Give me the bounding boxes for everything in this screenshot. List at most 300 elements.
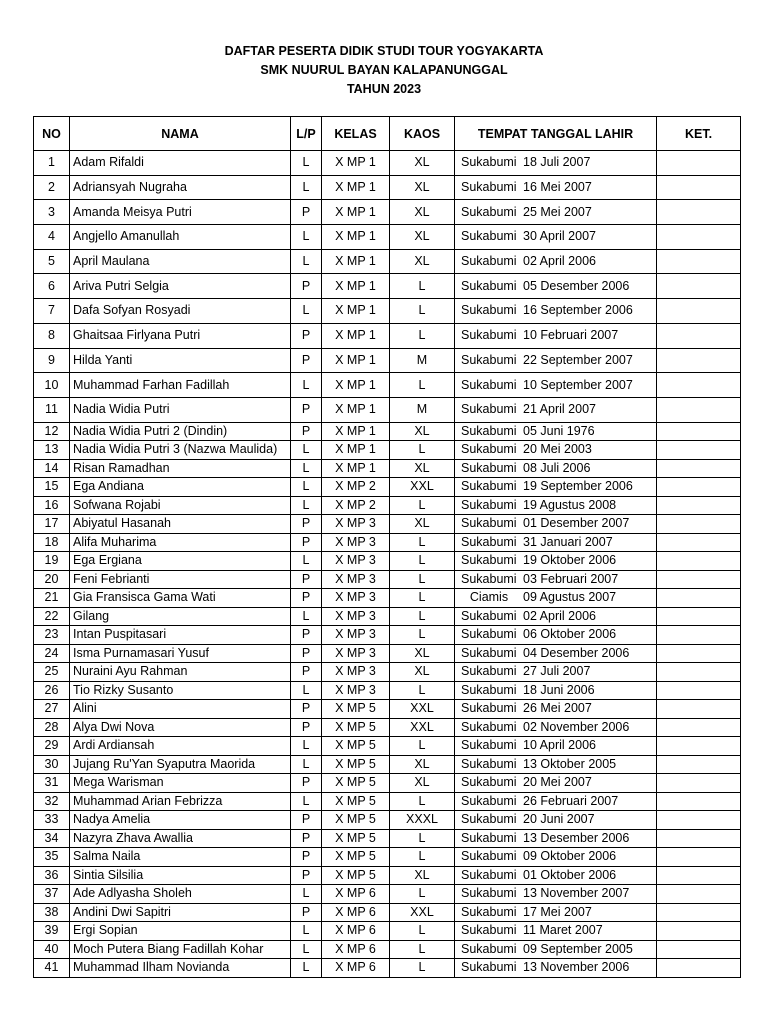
- cell-ttl: [455, 533, 657, 552]
- cell-kaos: XL: [390, 175, 455, 200]
- cell-tanggal: 31 Januari 2007: [523, 534, 613, 549]
- cell-ket: [657, 151, 741, 176]
- cell-tempat: Sukabumi: [461, 553, 517, 568]
- cell-lp: P: [291, 700, 322, 719]
- cell-tanggal: 19 September 2006: [523, 479, 633, 494]
- cell-nama: Nuraini Ayu Rahman: [70, 663, 291, 682]
- cell-no: 11: [34, 397, 70, 422]
- cell-tempat: Sukabumi: [461, 460, 517, 475]
- cell-tempat: Sukabumi: [461, 402, 517, 417]
- cell-tempat: Sukabumi: [461, 423, 517, 438]
- cell-no: 21: [34, 589, 70, 608]
- cell-tanggal: 26 Februari 2007: [523, 793, 619, 808]
- table-row: [34, 774, 741, 793]
- cell-nama: Muhammad Arian Febrizza: [70, 792, 291, 811]
- cell-lp: L: [291, 681, 322, 700]
- cell-lp: L: [291, 940, 322, 959]
- table-row: [34, 848, 741, 867]
- cell-ket: [657, 323, 741, 348]
- cell-ttl: [455, 552, 657, 571]
- cell-tempat: Sukabumi: [461, 867, 517, 882]
- cell-kaos: L: [390, 274, 455, 299]
- cell-ttl: [455, 848, 657, 867]
- cell-no: 33: [34, 811, 70, 830]
- cell-ttl: [455, 274, 657, 299]
- cell-tanggal: 20 Mei 2007: [523, 775, 592, 790]
- cell-nama: Jujang Ru'Yan Syaputra Maorida: [70, 755, 291, 774]
- table-row: [34, 496, 741, 515]
- cell-lp: L: [291, 496, 322, 515]
- cell-no: 34: [34, 829, 70, 848]
- table-row: [34, 737, 741, 756]
- cell-kelas: X MP 3: [322, 644, 390, 663]
- table-row: [34, 570, 741, 589]
- cell-ket: [657, 718, 741, 737]
- cell-ttl: [455, 323, 657, 348]
- table-row: [34, 663, 741, 682]
- cell-nama: Ade Adlyasha Sholeh: [70, 885, 291, 904]
- cell-kelas: X MP 3: [322, 626, 390, 645]
- cell-tanggal: 08 Juli 2006: [523, 460, 591, 475]
- table-row: [34, 792, 741, 811]
- cell-lp: P: [291, 903, 322, 922]
- cell-no: 36: [34, 866, 70, 885]
- table-row: [34, 200, 741, 225]
- cell-kaos: XL: [390, 755, 455, 774]
- cell-nama: Moch Putera Biang Fadillah Kohar: [70, 940, 291, 959]
- cell-nama: Nadia Widia Putri 3 (Nazwa Maulida): [70, 441, 291, 460]
- cell-kelas: X MP 6: [322, 885, 390, 904]
- cell-tempat: Sukabumi: [461, 229, 517, 244]
- cell-nama: Alifa Muharima: [70, 533, 291, 552]
- cell-ttl: [455, 225, 657, 250]
- cell-ttl: [455, 644, 657, 663]
- cell-tanggal: 19 Agustus 2008: [523, 497, 617, 512]
- cell-lp: P: [291, 626, 322, 645]
- cell-ttl: [455, 922, 657, 941]
- cell-tempat: Sukabumi: [461, 812, 517, 827]
- cell-nama: Andini Dwi Sapitri: [70, 903, 291, 922]
- cell-kelas: X MP 3: [322, 663, 390, 682]
- cell-lp: P: [291, 533, 322, 552]
- table-row: [34, 373, 741, 398]
- cell-nama: Amanda Meisya Putri: [70, 200, 291, 225]
- cell-ttl: [455, 626, 657, 645]
- cell-ttl: [455, 755, 657, 774]
- cell-kelas: X MP 1: [322, 151, 390, 176]
- cell-ket: [657, 496, 741, 515]
- cell-lp: P: [291, 515, 322, 534]
- cell-nama: Muhammad Ilham Novianda: [70, 959, 291, 978]
- cell-nama: Alini: [70, 700, 291, 719]
- cell-kaos: L: [390, 496, 455, 515]
- cell-nama: Nadia Widia Putri 2 (Dindin): [70, 422, 291, 441]
- cell-kelas: X MP 5: [322, 774, 390, 793]
- cell-ket: [657, 700, 741, 719]
- table-row: [34, 718, 741, 737]
- cell-nama: Adam Rifaldi: [70, 151, 291, 176]
- cell-ket: [657, 459, 741, 478]
- cell-ttl: [455, 885, 657, 904]
- cell-lp: L: [291, 607, 322, 626]
- cell-ket: [657, 792, 741, 811]
- cell-kelas: X MP 5: [322, 848, 390, 867]
- cell-no: 38: [34, 903, 70, 922]
- cell-kaos: XXL: [390, 478, 455, 497]
- cell-tanggal: 30 April 2007: [523, 229, 596, 244]
- col-header-kelas: KELAS: [322, 117, 390, 151]
- cell-kaos: L: [390, 373, 455, 398]
- cell-kelas: X MP 3: [322, 607, 390, 626]
- cell-kaos: L: [390, 323, 455, 348]
- cell-kaos: L: [390, 533, 455, 552]
- cell-tempat: Sukabumi: [461, 645, 517, 660]
- table-row: [34, 607, 741, 626]
- cell-tempat: Sukabumi: [461, 328, 517, 343]
- cell-no: 25: [34, 663, 70, 682]
- table-row: [34, 681, 741, 700]
- table-row: [34, 478, 741, 497]
- cell-ket: [657, 299, 741, 324]
- cell-no: 12: [34, 422, 70, 441]
- cell-kelas: X MP 5: [322, 700, 390, 719]
- table-row: [34, 829, 741, 848]
- cell-ket: [657, 755, 741, 774]
- cell-tempat: Sukabumi: [461, 180, 517, 195]
- cell-ket: [657, 848, 741, 867]
- cell-ket: [657, 397, 741, 422]
- cell-ttl: [455, 792, 657, 811]
- cell-kelas: X MP 1: [322, 348, 390, 373]
- col-header-nama: NAMA: [70, 117, 291, 151]
- cell-ket: [657, 644, 741, 663]
- cell-no: 37: [34, 885, 70, 904]
- table-row: [34, 249, 741, 274]
- table-row: [34, 515, 741, 534]
- cell-ket: [657, 348, 741, 373]
- col-header-kaos: KAOS: [390, 117, 455, 151]
- table-row: [34, 459, 741, 478]
- cell-nama: Gia Fransisca Gama Wati: [70, 589, 291, 608]
- cell-nama: Sintia Silsilia: [70, 866, 291, 885]
- cell-no: 7: [34, 299, 70, 324]
- cell-lp: L: [291, 755, 322, 774]
- table-header-row: [34, 117, 741, 151]
- table-row: [34, 940, 741, 959]
- cell-kaos: XL: [390, 515, 455, 534]
- cell-tanggal: 01 Oktober 2006: [523, 867, 617, 882]
- cell-kaos: XL: [390, 151, 455, 176]
- cell-tempat: Sukabumi: [461, 664, 517, 679]
- cell-tanggal: 03 Februari 2007: [523, 571, 619, 586]
- cell-lp: P: [291, 422, 322, 441]
- cell-ket: [657, 478, 741, 497]
- cell-lp: L: [291, 459, 322, 478]
- table-row: [34, 533, 741, 552]
- cell-nama: Ariva Putri Selgia: [70, 274, 291, 299]
- cell-tanggal: 13 Oktober 2005: [523, 756, 617, 771]
- cell-tempat: Sukabumi: [461, 571, 517, 586]
- cell-kelas: X MP 6: [322, 940, 390, 959]
- cell-lp: L: [291, 478, 322, 497]
- cell-tempat: Sukabumi: [461, 941, 517, 956]
- cell-no: 30: [34, 755, 70, 774]
- cell-kelas: X MP 5: [322, 737, 390, 756]
- cell-ket: [657, 663, 741, 682]
- cell-kelas: X MP 1: [322, 274, 390, 299]
- cell-lp: L: [291, 552, 322, 571]
- cell-kaos: XXL: [390, 718, 455, 737]
- cell-tanggal: 18 Juli 2007: [523, 155, 591, 170]
- cell-ket: [657, 373, 741, 398]
- cell-tempat: Sukabumi: [461, 608, 517, 623]
- cell-ttl: [455, 589, 657, 608]
- cell-ket: [657, 533, 741, 552]
- cell-no: 24: [34, 644, 70, 663]
- col-header-lp: L/P: [291, 117, 322, 151]
- table-body: [34, 151, 741, 978]
- cell-lp: L: [291, 373, 322, 398]
- cell-no: 29: [34, 737, 70, 756]
- cell-kaos: XXL: [390, 903, 455, 922]
- cell-ket: [657, 681, 741, 700]
- col-header-ttl: TEMPAT TANGGAL LAHIR: [455, 117, 657, 151]
- cell-ket: [657, 175, 741, 200]
- cell-lp: P: [291, 866, 322, 885]
- cell-tempat: Sukabumi: [461, 377, 517, 392]
- cell-tanggal: 02 November 2006: [523, 719, 630, 734]
- cell-ket: [657, 774, 741, 793]
- table-row: [34, 700, 741, 719]
- table-row: [34, 589, 741, 608]
- cell-nama: Gilang: [70, 607, 291, 626]
- cell-ttl: [455, 700, 657, 719]
- cell-ket: [657, 570, 741, 589]
- cell-lp: P: [291, 274, 322, 299]
- cell-tempat: Sukabumi: [461, 479, 517, 494]
- cell-tanggal: 16 Mei 2007: [523, 180, 592, 195]
- cell-ket: [657, 589, 741, 608]
- col-header-ket: KET.: [657, 117, 741, 151]
- cell-ttl: [455, 866, 657, 885]
- cell-kelas: X MP 6: [322, 903, 390, 922]
- cell-lp: L: [291, 922, 322, 941]
- cell-kelas: X MP 3: [322, 570, 390, 589]
- cell-kaos: L: [390, 570, 455, 589]
- cell-ket: [657, 922, 741, 941]
- cell-ket: [657, 885, 741, 904]
- cell-no: 16: [34, 496, 70, 515]
- cell-tanggal: 09 Agustus 2007: [523, 590, 617, 605]
- cell-kelas: X MP 1: [322, 225, 390, 250]
- cell-tempat: Sukabumi: [461, 886, 517, 901]
- cell-tempat: Sukabumi: [461, 904, 517, 919]
- cell-kelas: X MP 3: [322, 681, 390, 700]
- cell-tempat: Sukabumi: [461, 303, 517, 318]
- cell-no: 6: [34, 274, 70, 299]
- cell-lp: L: [291, 175, 322, 200]
- cell-tanggal: 02 April 2006: [523, 254, 596, 269]
- table-row: [34, 348, 741, 373]
- participants-table: [33, 116, 741, 978]
- table-row: [34, 323, 741, 348]
- cell-ket: [657, 940, 741, 959]
- cell-nama: Tio Rizky Susanto: [70, 681, 291, 700]
- table-row: [34, 626, 741, 645]
- cell-nama: Nazyra Zhava Awallia: [70, 829, 291, 848]
- cell-nama: Muhammad Farhan Fadillah: [70, 373, 291, 398]
- cell-tanggal: 09 Oktober 2006: [523, 849, 617, 864]
- cell-nama: Adriansyah Nugraha: [70, 175, 291, 200]
- cell-kelas: X MP 1: [322, 441, 390, 460]
- cell-tempat: Sukabumi: [461, 960, 517, 975]
- cell-no: 19: [34, 552, 70, 571]
- cell-ket: [657, 626, 741, 645]
- cell-ttl: [455, 811, 657, 830]
- cell-kelas: X MP 1: [322, 200, 390, 225]
- cell-kelas: X MP 6: [322, 959, 390, 978]
- cell-tempat: Ciamis: [469, 590, 509, 605]
- cell-ket: [657, 959, 741, 978]
- cell-tanggal: 02 April 2006: [523, 608, 596, 623]
- cell-no: 14: [34, 459, 70, 478]
- cell-kaos: L: [390, 792, 455, 811]
- table-row: [34, 274, 741, 299]
- cell-tanggal: 27 Juli 2007: [523, 664, 591, 679]
- cell-tempat: Sukabumi: [461, 830, 517, 845]
- cell-no: 15: [34, 478, 70, 497]
- cell-ttl: [455, 959, 657, 978]
- cell-kelas: X MP 2: [322, 478, 390, 497]
- cell-ttl: [455, 903, 657, 922]
- cell-ttl: [455, 681, 657, 700]
- cell-nama: Sofwana Rojabi: [70, 496, 291, 515]
- cell-nama: Hilda Yanti: [70, 348, 291, 373]
- cell-no: 1: [34, 151, 70, 176]
- cell-kaos: L: [390, 885, 455, 904]
- cell-tempat: Sukabumi: [461, 204, 517, 219]
- cell-no: 31: [34, 774, 70, 793]
- cell-tanggal: 09 September 2005: [523, 941, 633, 956]
- cell-kaos: XL: [390, 422, 455, 441]
- cell-kelas: X MP 3: [322, 533, 390, 552]
- cell-ttl: [455, 151, 657, 176]
- cell-tanggal: 20 Juni 2007: [523, 812, 595, 827]
- cell-ket: [657, 441, 741, 460]
- cell-kelas: X MP 1: [322, 397, 390, 422]
- cell-kelas: X MP 1: [322, 422, 390, 441]
- cell-ket: [657, 829, 741, 848]
- table-row: [34, 299, 741, 324]
- cell-tanggal: 11 Maret 2007: [523, 923, 603, 938]
- table-row: [34, 755, 741, 774]
- cell-ket: [657, 607, 741, 626]
- cell-ttl: [455, 459, 657, 478]
- cell-tempat: Sukabumi: [461, 534, 517, 549]
- cell-no: 27: [34, 700, 70, 719]
- cell-no: 28: [34, 718, 70, 737]
- table-row: [34, 552, 741, 571]
- cell-ttl: [455, 718, 657, 737]
- cell-lp: P: [291, 774, 322, 793]
- cell-lp: P: [291, 397, 322, 422]
- cell-kelas: X MP 5: [322, 829, 390, 848]
- cell-lp: P: [291, 570, 322, 589]
- cell-lp: P: [291, 589, 322, 608]
- cell-tempat: Sukabumi: [461, 254, 517, 269]
- cell-tempat: Sukabumi: [461, 793, 517, 808]
- cell-ket: [657, 903, 741, 922]
- table-row: [34, 885, 741, 904]
- table-row: [34, 422, 741, 441]
- cell-tempat: Sukabumi: [461, 155, 517, 170]
- cell-kelas: X MP 5: [322, 811, 390, 830]
- cell-no: 9: [34, 348, 70, 373]
- cell-kaos: XL: [390, 663, 455, 682]
- cell-ttl: [455, 774, 657, 793]
- cell-kaos: XXL: [390, 700, 455, 719]
- table-row: [34, 441, 741, 460]
- cell-nama: Ega Ergiana: [70, 552, 291, 571]
- cell-nama: Nadya Amelia: [70, 811, 291, 830]
- cell-no: 32: [34, 792, 70, 811]
- cell-no: 18: [34, 533, 70, 552]
- cell-kelas: X MP 1: [322, 459, 390, 478]
- cell-ttl: [455, 663, 657, 682]
- cell-no: 5: [34, 249, 70, 274]
- col-header-no: NO: [34, 117, 70, 151]
- cell-kaos: XL: [390, 866, 455, 885]
- cell-tanggal: 21 April 2007: [523, 402, 596, 417]
- cell-kaos: L: [390, 737, 455, 756]
- cell-kelas: X MP 1: [322, 175, 390, 200]
- cell-kelas: X MP 5: [322, 866, 390, 885]
- title-line-2: SMK NUURUL BAYAN KALAPANUNGGAL: [260, 63, 508, 77]
- cell-ttl: [455, 299, 657, 324]
- cell-no: 13: [34, 441, 70, 460]
- cell-ttl: [455, 940, 657, 959]
- cell-kaos: L: [390, 681, 455, 700]
- cell-tempat: Sukabumi: [461, 923, 517, 938]
- cell-nama: Ghaitsaa Firlyana Putri: [70, 323, 291, 348]
- cell-kelas: X MP 3: [322, 589, 390, 608]
- cell-lp: L: [291, 885, 322, 904]
- cell-lp: L: [291, 299, 322, 324]
- cell-tanggal: 26 Mei 2007: [523, 701, 592, 716]
- cell-tanggal: 10 Februari 2007: [523, 328, 619, 343]
- cell-ttl: [455, 478, 657, 497]
- cell-kelas: X MP 2: [322, 496, 390, 515]
- cell-ket: [657, 515, 741, 534]
- cell-tanggal: 20 Mei 2003: [523, 442, 592, 457]
- cell-kaos: XL: [390, 459, 455, 478]
- cell-tanggal: 22 September 2007: [523, 352, 633, 367]
- cell-ttl: [455, 348, 657, 373]
- cell-no: 2: [34, 175, 70, 200]
- cell-tempat: Sukabumi: [461, 775, 517, 790]
- cell-kelas: X MP 5: [322, 755, 390, 774]
- cell-ket: [657, 811, 741, 830]
- cell-tempat: Sukabumi: [461, 516, 517, 531]
- cell-ket: [657, 200, 741, 225]
- cell-kaos: XL: [390, 200, 455, 225]
- cell-kelas: X MP 6: [322, 922, 390, 941]
- cell-kaos: XXXL: [390, 811, 455, 830]
- cell-tanggal: 01 Desember 2007: [523, 516, 630, 531]
- cell-kaos: L: [390, 959, 455, 978]
- cell-no: 39: [34, 922, 70, 941]
- cell-kelas: X MP 1: [322, 323, 390, 348]
